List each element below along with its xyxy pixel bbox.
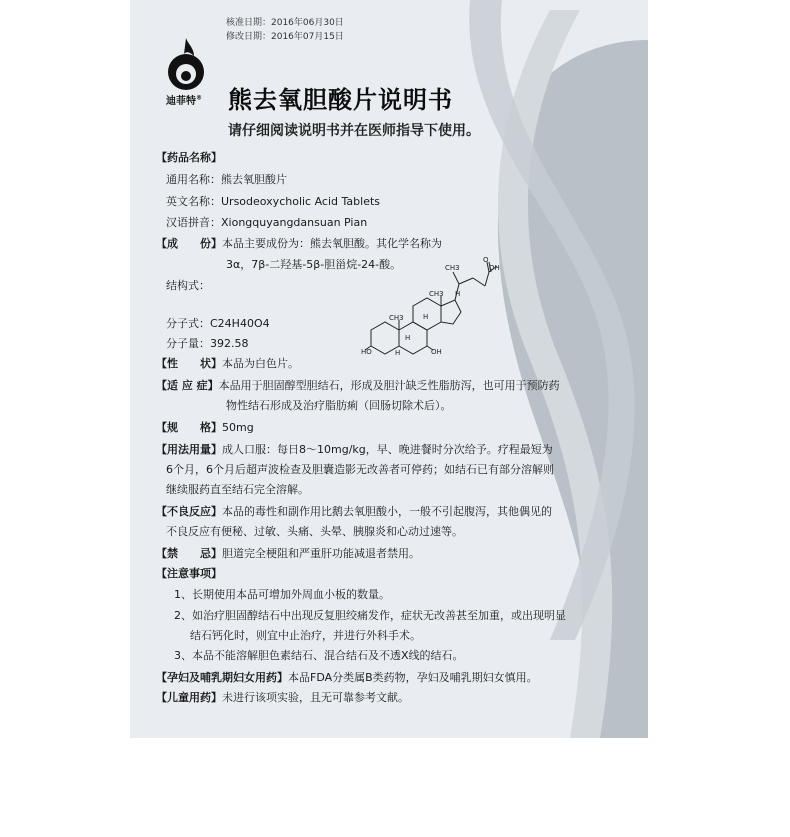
spec-text: 50mg — [222, 421, 254, 434]
brand-name: 迪菲特® — [166, 94, 202, 107]
acid-hydroxyl-label: OH — [489, 264, 500, 272]
children-label: 【儿童用药】 — [156, 691, 222, 704]
indication-label: 【适 应 症】 — [156, 379, 219, 392]
precaution-item-3: 3、本品不能溶解胆色素结石、混合结石及不透X线的结石。 — [174, 649, 464, 662]
carbonyl-oxygen-label: O — [483, 256, 489, 264]
usage-text-cont-2: 继续服药直至结石完全溶解。 — [166, 483, 309, 496]
hydroxyl-right-label: OH — [431, 348, 442, 356]
instruction-leaflet — [130, 0, 648, 738]
revision-date: 修改日期：2016年07月15日 — [226, 32, 344, 42]
usage-text-cont-1: 6个月，6个月后超声波检查及胆囊造影无改善者可停药；如结石已有部分溶解则 — [166, 463, 554, 476]
precaution-item-2: 2、如治疗胆固醇结石中出现反复胆绞痛发作，症状无改善甚至加重，或出现明显 — [174, 609, 566, 622]
date-block — [226, 16, 344, 44]
pregnancy-row — [156, 670, 538, 685]
methyl-top-label: CH3 — [445, 264, 460, 272]
precaution-item-2-cont: 结石钙化时，则宜中止治疗，并进行外科手术。 — [190, 629, 421, 642]
spec-row — [156, 420, 254, 435]
hydroxyl-left-label: HO — [361, 348, 372, 356]
spec-label: 【规 格】 — [156, 421, 222, 434]
pregnancy-label: 【孕妇及哺乳期妇女用药】 — [156, 671, 288, 684]
pregnancy-text: 本品FDA分类属B类药物，孕妇及哺乳期妇女慎用。 — [288, 671, 538, 684]
pinyin-name: 汉语拼音：Xiongquyangdansuan Pian — [166, 216, 368, 229]
molecular-formula: 分子式：C24H40O4 — [166, 317, 270, 330]
adverse-row — [156, 504, 552, 519]
molecular-weight: 分子量：392.58 — [166, 337, 249, 350]
character-label: 【性 状】 — [156, 357, 222, 370]
ingredients-row — [156, 236, 442, 251]
ingredients-label: 【成 份】 — [156, 237, 222, 250]
usage-text: 成人口服：每日8～10mg/kg，早、晚进餐时分次给予。疗程最短为 — [222, 443, 553, 456]
precautions-label: 【注意事项】 — [156, 567, 222, 580]
approval-date: 核准日期：2016年06月30日 — [226, 18, 344, 28]
brand-logo-icon — [164, 36, 208, 96]
english-name: 英文名称：Ursodeoxycholic Acid Tablets — [166, 195, 381, 208]
methyl-ring-a-label: CH3 — [389, 314, 404, 322]
precaution-item-1: 1、长期使用本品可增加外周血小板的数量。 — [174, 588, 390, 601]
indication-text-cont: 物性结石形成及治疗脂肪痢（回肠切除术后）。 — [226, 399, 452, 412]
usage-row — [156, 442, 553, 457]
adverse-label: 【不良反应】 — [156, 505, 222, 518]
character-text: 本品为白色片。 — [222, 357, 299, 370]
contra-label: 【禁 忌】 — [156, 547, 222, 560]
hydrogen-label-2: H — [423, 313, 429, 321]
indication-text: 本品用于胆固醇型胆结石，形成及胆汁缺乏性脂肪泻，也可用于预防药 — [218, 379, 560, 392]
hydrogen-label-1: H — [455, 290, 461, 298]
indication-row — [156, 378, 560, 393]
hydrogen-label-4: H — [395, 349, 401, 356]
contra-text: 胆道完全梗阻和严重肝功能减退者禁用。 — [222, 547, 420, 560]
chemical-structure-diagram — [361, 256, 501, 356]
structure-label: 结构式： — [166, 279, 210, 292]
character-row — [156, 356, 299, 371]
children-text: 未进行该项实验，且无可靠参考文献。 — [222, 691, 409, 704]
ingredients-chemical-name: 3α，7β-二羟基-5β-胆甾烷-24-酸。 — [226, 258, 402, 271]
adverse-text: 本品的毒性和副作用比鹅去氧胆酸小，一般不引起腹泻，其他偶见的 — [222, 505, 552, 518]
usage-label: 【用法用量】 — [156, 443, 222, 456]
contra-row — [156, 546, 420, 561]
generic-name: 通用名称：熊去氧胆酸片 — [166, 173, 287, 186]
section-drug-name: 【药品名称】 — [156, 151, 222, 164]
adverse-text-cont: 不良反应有便秘、过敏、头痛、头晕、胰腺炎和心动过速等。 — [166, 525, 463, 538]
children-row — [156, 690, 409, 705]
ingredients-text: 本品主要成份为：熊去氧胆酸。其化学名称为 — [222, 237, 442, 250]
hydrogen-label-3: H — [405, 334, 411, 342]
document-subtitle: 请仔细阅读说明书并在医师指导下使用。 — [228, 123, 480, 139]
document-title: 熊去氧胆酸片说明书 — [228, 86, 453, 114]
methyl-ring-d-label: CH3 — [429, 290, 444, 298]
